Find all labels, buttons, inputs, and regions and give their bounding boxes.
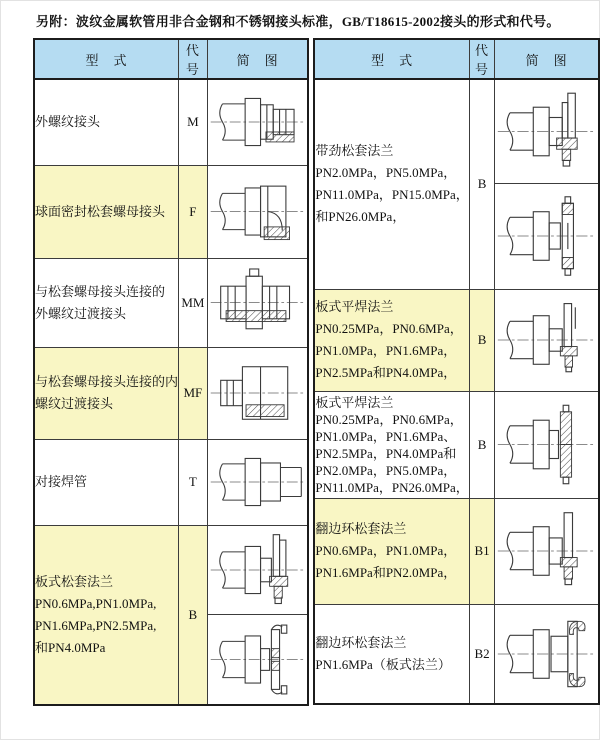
fitting-type-cell bbox=[34, 439, 179, 525]
fittings-tables bbox=[33, 38, 600, 706]
neck-flange-both-diagram bbox=[495, 184, 598, 288]
fitting-type-line: PN0.25MPa，PN0.6MPa， bbox=[315, 321, 463, 336]
fitting-row bbox=[34, 258, 308, 347]
fitting-type-line: 翻边环松套法兰 bbox=[315, 521, 407, 536]
fitting-type-line: 板式平焊法兰 bbox=[315, 299, 394, 314]
fitting-row bbox=[314, 79, 599, 289]
fitting-code-cell: B bbox=[179, 525, 208, 705]
fitting-row bbox=[314, 289, 599, 391]
column-header-diagram: 简 图 bbox=[495, 39, 599, 79]
fitting-type-line: 和PN4.0MPa bbox=[35, 639, 106, 655]
flange-both-b-diagram bbox=[495, 392, 598, 497]
fitting-type-line: PN1.6MPa,PN2.5MPa, bbox=[35, 617, 157, 633]
column-header-diagram: 简 图 bbox=[207, 39, 308, 79]
fitting-type-cell bbox=[34, 258, 179, 347]
fitting-type-line: 和PN26.0MPa， bbox=[315, 209, 406, 225]
fitting-code-cell: MM bbox=[179, 258, 208, 347]
fitting-type-line: 与松套螺母接头连接的 bbox=[35, 283, 166, 299]
fitting-type-line: PN0.6MPa，PN1.0MPa， bbox=[315, 543, 457, 558]
fitting-code-cell: B bbox=[469, 289, 495, 391]
fitting-diagram-cell bbox=[495, 498, 599, 604]
fitting-code-cell: T bbox=[179, 439, 208, 525]
fitting-type-line: 外螺纹接头 bbox=[35, 114, 101, 130]
fitting-type-cell bbox=[314, 289, 469, 391]
fitting-type-line: PN11.0MPa，PN15.0MPa， bbox=[315, 187, 469, 203]
fitting-type-line: 板式平焊法兰 bbox=[315, 394, 394, 410]
fitting-row bbox=[34, 439, 308, 525]
column-header-code: 代号 bbox=[469, 39, 495, 79]
plate-flange-up-diagram bbox=[208, 526, 308, 615]
fitting-type-line: PN2.5MPa和PN4.0MPa， bbox=[315, 365, 457, 380]
fitting-diagram-cell bbox=[207, 525, 308, 705]
fitting-row bbox=[314, 604, 599, 704]
fitting-type-cell bbox=[314, 79, 469, 289]
fitting-row bbox=[314, 391, 599, 498]
fitting-diagram-cell bbox=[207, 79, 308, 165]
fitting-type-cell bbox=[314, 604, 469, 704]
butt-weld-diagram bbox=[208, 440, 308, 524]
fitting-type-line: 球面密封松套螺母接头 bbox=[35, 203, 166, 219]
nipple-mm-diagram bbox=[208, 259, 308, 346]
weld-plate-flange-diagram bbox=[495, 290, 598, 390]
fitting-type-line: PN1.0MPa，PN1.6MPa， bbox=[315, 343, 457, 358]
male-thread-diagram bbox=[208, 80, 308, 164]
fitting-type-line: PN1.6MPa（板式法兰） bbox=[315, 656, 451, 672]
fitting-code-cell: B bbox=[469, 391, 495, 498]
fitting-type-line: 与松套螺母接头连接的内 bbox=[35, 374, 179, 389]
fitting-type-line: PN1.0MPa，PN1.6MPa、 bbox=[315, 428, 457, 444]
fitting-type-line: PN2.0MPa，PN5.0MPa， bbox=[315, 165, 457, 181]
fitting-diagram-cell bbox=[495, 79, 599, 289]
fitting-diagram-cell bbox=[207, 165, 308, 258]
fitting-code-cell: M bbox=[179, 79, 208, 165]
fitting-type-cell bbox=[34, 525, 179, 705]
fitting-row bbox=[34, 525, 308, 705]
column-header-type: 型 式 bbox=[314, 39, 469, 79]
fitting-type-cell bbox=[314, 391, 469, 498]
nipple-mf-diagram bbox=[208, 348, 308, 438]
swivel-nut-diagram bbox=[208, 166, 308, 257]
fitting-row bbox=[34, 79, 308, 165]
fitting-type-line: PN11.0MPa，PN26.0MPa， bbox=[315, 479, 469, 495]
page-title: 另附：波纹金属软管用非合金钢和不锈钢接头标准，GB/T18615-2002接头的形式和代号。 bbox=[36, 14, 560, 29]
fitting-type-line: 对接焊管 bbox=[35, 474, 88, 489]
fitting-diagram-cell bbox=[495, 604, 599, 704]
fitting-diagram-cell bbox=[207, 258, 308, 347]
fitting-type-cell bbox=[34, 79, 179, 165]
plate-flange-both-diagram bbox=[208, 615, 308, 704]
fitting-row bbox=[34, 347, 308, 439]
header-row bbox=[34, 39, 308, 79]
fitting-type-cell bbox=[34, 165, 179, 258]
fitting-diagram-cell bbox=[495, 289, 599, 391]
fitting-type-line: PN1.6MPa和PN2.0MPa， bbox=[315, 565, 457, 580]
column-header-type: 型 式 bbox=[34, 39, 179, 79]
fitting-type-line: 翻边环松套法兰 bbox=[315, 634, 407, 650]
fitting-diagram-cell bbox=[207, 439, 308, 525]
fitting-row bbox=[314, 498, 599, 604]
lap-ring-plate-diagram bbox=[495, 605, 598, 703]
fitting-code-cell: MF bbox=[179, 347, 208, 439]
fitting-diagram-cell bbox=[495, 391, 599, 498]
right-fittings-table bbox=[313, 38, 600, 705]
fitting-type-cell bbox=[34, 347, 179, 439]
fitting-type-line: 螺纹过渡接头 bbox=[35, 396, 114, 411]
header-row bbox=[314, 39, 599, 79]
fitting-type-cell bbox=[314, 498, 469, 604]
fitting-row bbox=[34, 165, 308, 258]
lap-ring-flange-diagram bbox=[495, 499, 598, 603]
fitting-diagram-cell bbox=[207, 347, 308, 439]
fitting-type-line: PN0.25MPa，PN0.6MPa， bbox=[315, 411, 463, 427]
fitting-code-cell: B bbox=[469, 79, 495, 289]
fitting-type-line: PN0.6MPa,PN1.0MPa, bbox=[35, 595, 157, 611]
fitting-type-line: 带劲松套法兰 bbox=[315, 143, 394, 159]
fitting-type-line: PN2.0MPa，PN5.0MPa， bbox=[315, 462, 457, 478]
fitting-type-line: PN2.5MPa，PN4.0MPa和 bbox=[315, 445, 457, 461]
fitting-type-line: 外螺纹过渡接头 bbox=[35, 305, 127, 321]
column-header-code: 代号 bbox=[179, 39, 208, 79]
neck-flange-up-diagram bbox=[495, 80, 598, 184]
fitting-code-cell: B1 bbox=[469, 498, 495, 604]
left-fittings-table bbox=[33, 38, 309, 706]
fitting-code-cell: B2 bbox=[469, 604, 495, 704]
fitting-type-line: 板式松套法兰 bbox=[35, 573, 114, 589]
fitting-code-cell: F bbox=[179, 165, 208, 258]
